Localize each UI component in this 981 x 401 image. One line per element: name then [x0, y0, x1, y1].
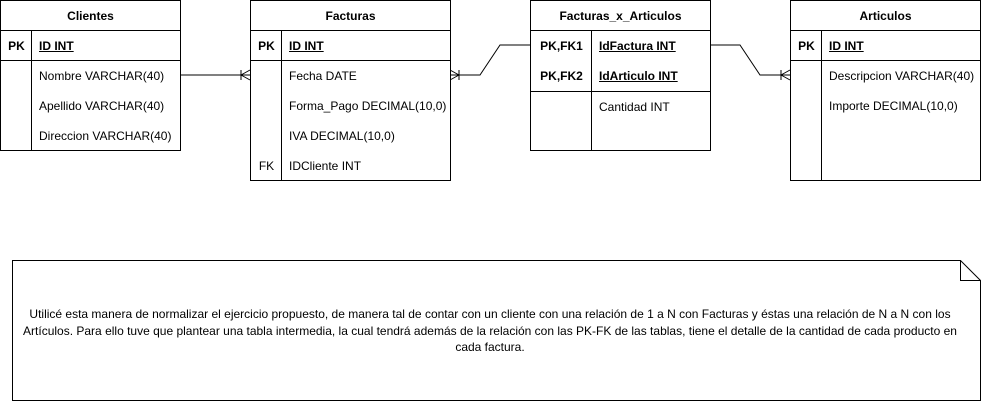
table-clientes[interactable]	[0, 0, 181, 151]
field-row: Descripcion VARCHAR(40)	[829, 69, 975, 83]
table-title: Clientes	[1, 1, 180, 31]
pk-label: PK	[258, 39, 275, 53]
fk-field: IDCliente INT	[289, 159, 362, 173]
pk-fk-label: PK,FK2	[540, 69, 583, 83]
note-text[interactable]: Utilicé esta manera de normalizar el ejercicio propuesto, de manera tal de contar con un cliente con una relación de 1 a N con Facturas y éstas una relación de N a N con los Artículos. Para ello tuve que plantear una tabla intermedia, la cual tendrá además de la relación con las PK-FK de las tablas, tiene el detalle de la cantidad de cada producto en cada factura.	[23, 306, 957, 355]
table-title: Articulos	[791, 1, 980, 31]
pk-row	[531, 31, 710, 92]
table-facturas[interactable]	[250, 0, 451, 181]
relation-facturas-x-articulos-articulos	[710, 45, 790, 80]
pk-field: ID INT	[289, 39, 324, 53]
relation-facturas-facturas-x-articulos	[450, 45, 530, 80]
field-row: Importe DECIMAL(10,0)	[829, 99, 958, 113]
field-row: Cantidad INT	[599, 100, 670, 114]
table-facturas-x-articulos[interactable]	[530, 0, 711, 151]
pk-field: ID INT	[829, 39, 864, 53]
field-row: IVA DECIMAL(10,0)	[289, 129, 395, 143]
pk-fk-field: IdFactura INT	[599, 39, 676, 53]
table-title: Facturas_x_Articulos	[531, 1, 710, 31]
field-row: Forma_Pago DECIMAL(10,0)	[289, 99, 447, 113]
pk-row	[791, 31, 980, 61]
pk-label: PK	[8, 39, 25, 53]
pk-row	[1, 31, 180, 61]
field-row: Fecha DATE	[289, 69, 357, 83]
pk-row	[251, 31, 450, 61]
pk-fk-label: PK,FK1	[540, 39, 583, 53]
pk-fk-field: IdArticulo INT	[599, 69, 678, 83]
table-title: Facturas	[251, 1, 450, 31]
field-row: Apellido VARCHAR(40)	[39, 99, 165, 113]
table-articulos[interactable]	[790, 0, 981, 181]
fk-label: FK	[258, 159, 275, 173]
relation-clientes-facturas	[180, 70, 250, 80]
field-row: Direccion VARCHAR(40)	[39, 129, 172, 143]
pk-field: ID INT	[39, 39, 74, 53]
pk-label: PK	[798, 39, 815, 53]
field-row: Nombre VARCHAR(40)	[39, 69, 165, 83]
